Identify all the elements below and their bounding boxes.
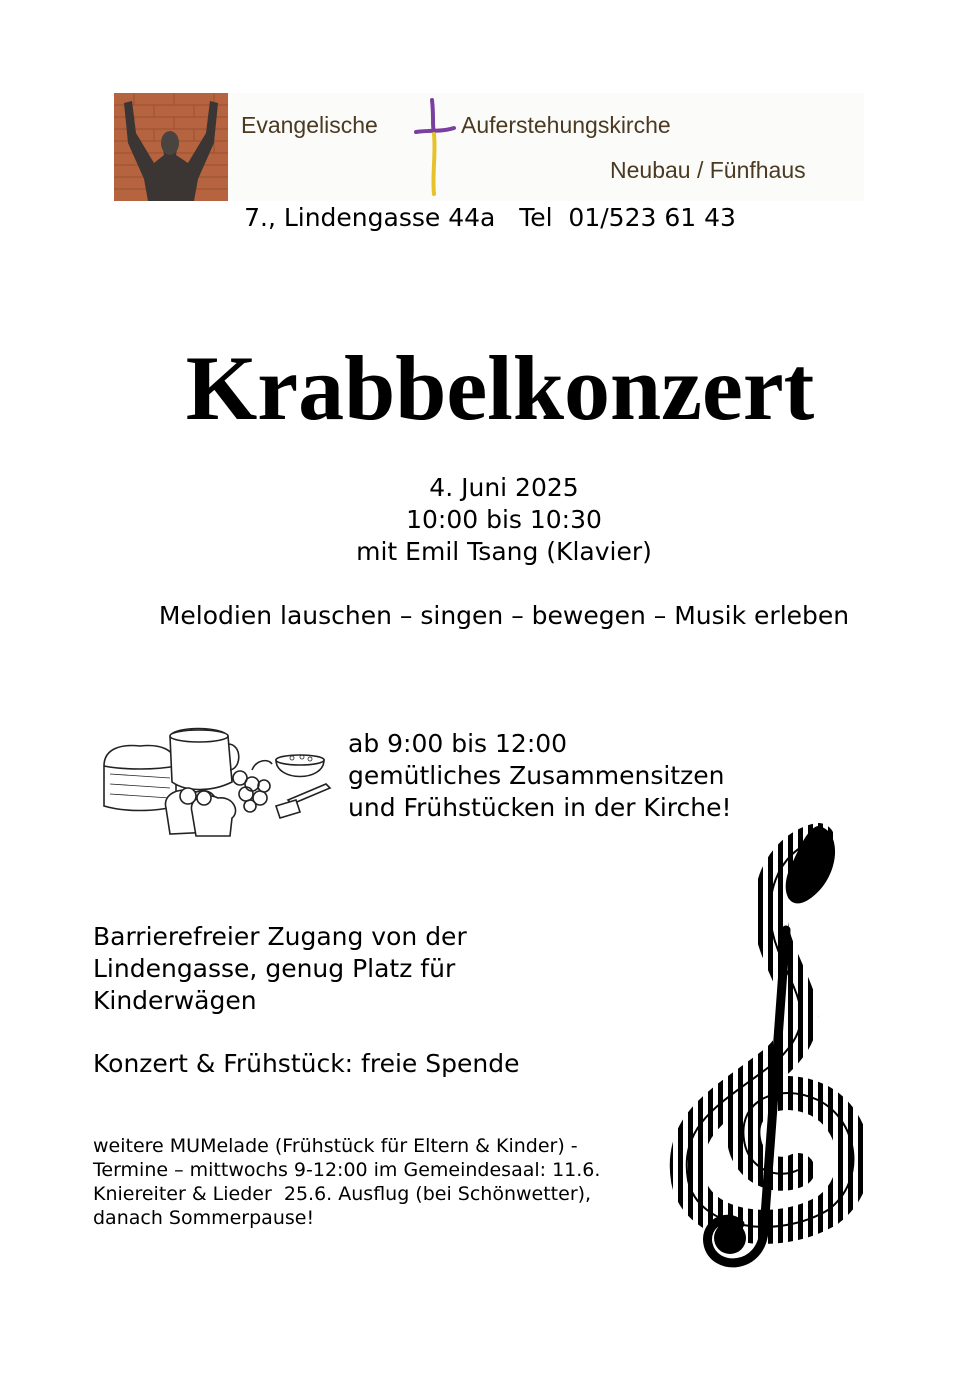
- church-name-left: Evangelische: [241, 112, 378, 138]
- page-title: Krabbelkonzert: [185, 337, 815, 439]
- church-location: Neubau / Fünfhaus: [610, 157, 806, 183]
- breakfast-line: und Frühstücken in der Kirche!: [348, 793, 732, 822]
- more-dates-line: danach Sommerpause!: [93, 1207, 315, 1229]
- address-line: 7., Lindengasse 44a Tel 01/523 61 43: [244, 203, 736, 232]
- church-name-right: Auferstehungskirche: [461, 112, 671, 138]
- more-dates-line: Termine – mittwochs 9-12:00 im Gemeindesaal: 11.6.: [93, 1159, 601, 1181]
- event-tagline: Melodien lauschen – singen – bewegen – Musik erleben: [158, 601, 850, 630]
- sculpture-photo: [114, 93, 228, 201]
- cross-logo-icon: [412, 98, 456, 196]
- accessibility-line: Barrierefreier Zugang von der: [93, 922, 467, 951]
- breakfast-illustration: [100, 722, 340, 840]
- event-date: 4. Juni 2025: [429, 473, 579, 502]
- more-dates-line: Kniereiter & Lieder 25.6. Ausflug (bei Schönwetter),: [93, 1183, 592, 1205]
- treble-clef-icon: [668, 820, 868, 1280]
- breakfast-line: ab 9:00 bis 12:00: [348, 729, 568, 758]
- accessibility-line: Lindengasse, genug Platz für: [93, 954, 456, 983]
- donation-note: Konzert & Frühstück: freie Spende: [93, 1049, 520, 1078]
- breakfast-line: gemütliches Zusammensitzen: [348, 761, 725, 790]
- event-time: 10:00 bis 10:30: [406, 505, 602, 534]
- more-dates-line: weitere MUMelade (Frühstück für Eltern & Kinder) -: [93, 1135, 578, 1157]
- event-artist: mit Emil Tsang (Klavier): [356, 537, 652, 566]
- accessibility-line: Kinderwägen: [93, 986, 257, 1015]
